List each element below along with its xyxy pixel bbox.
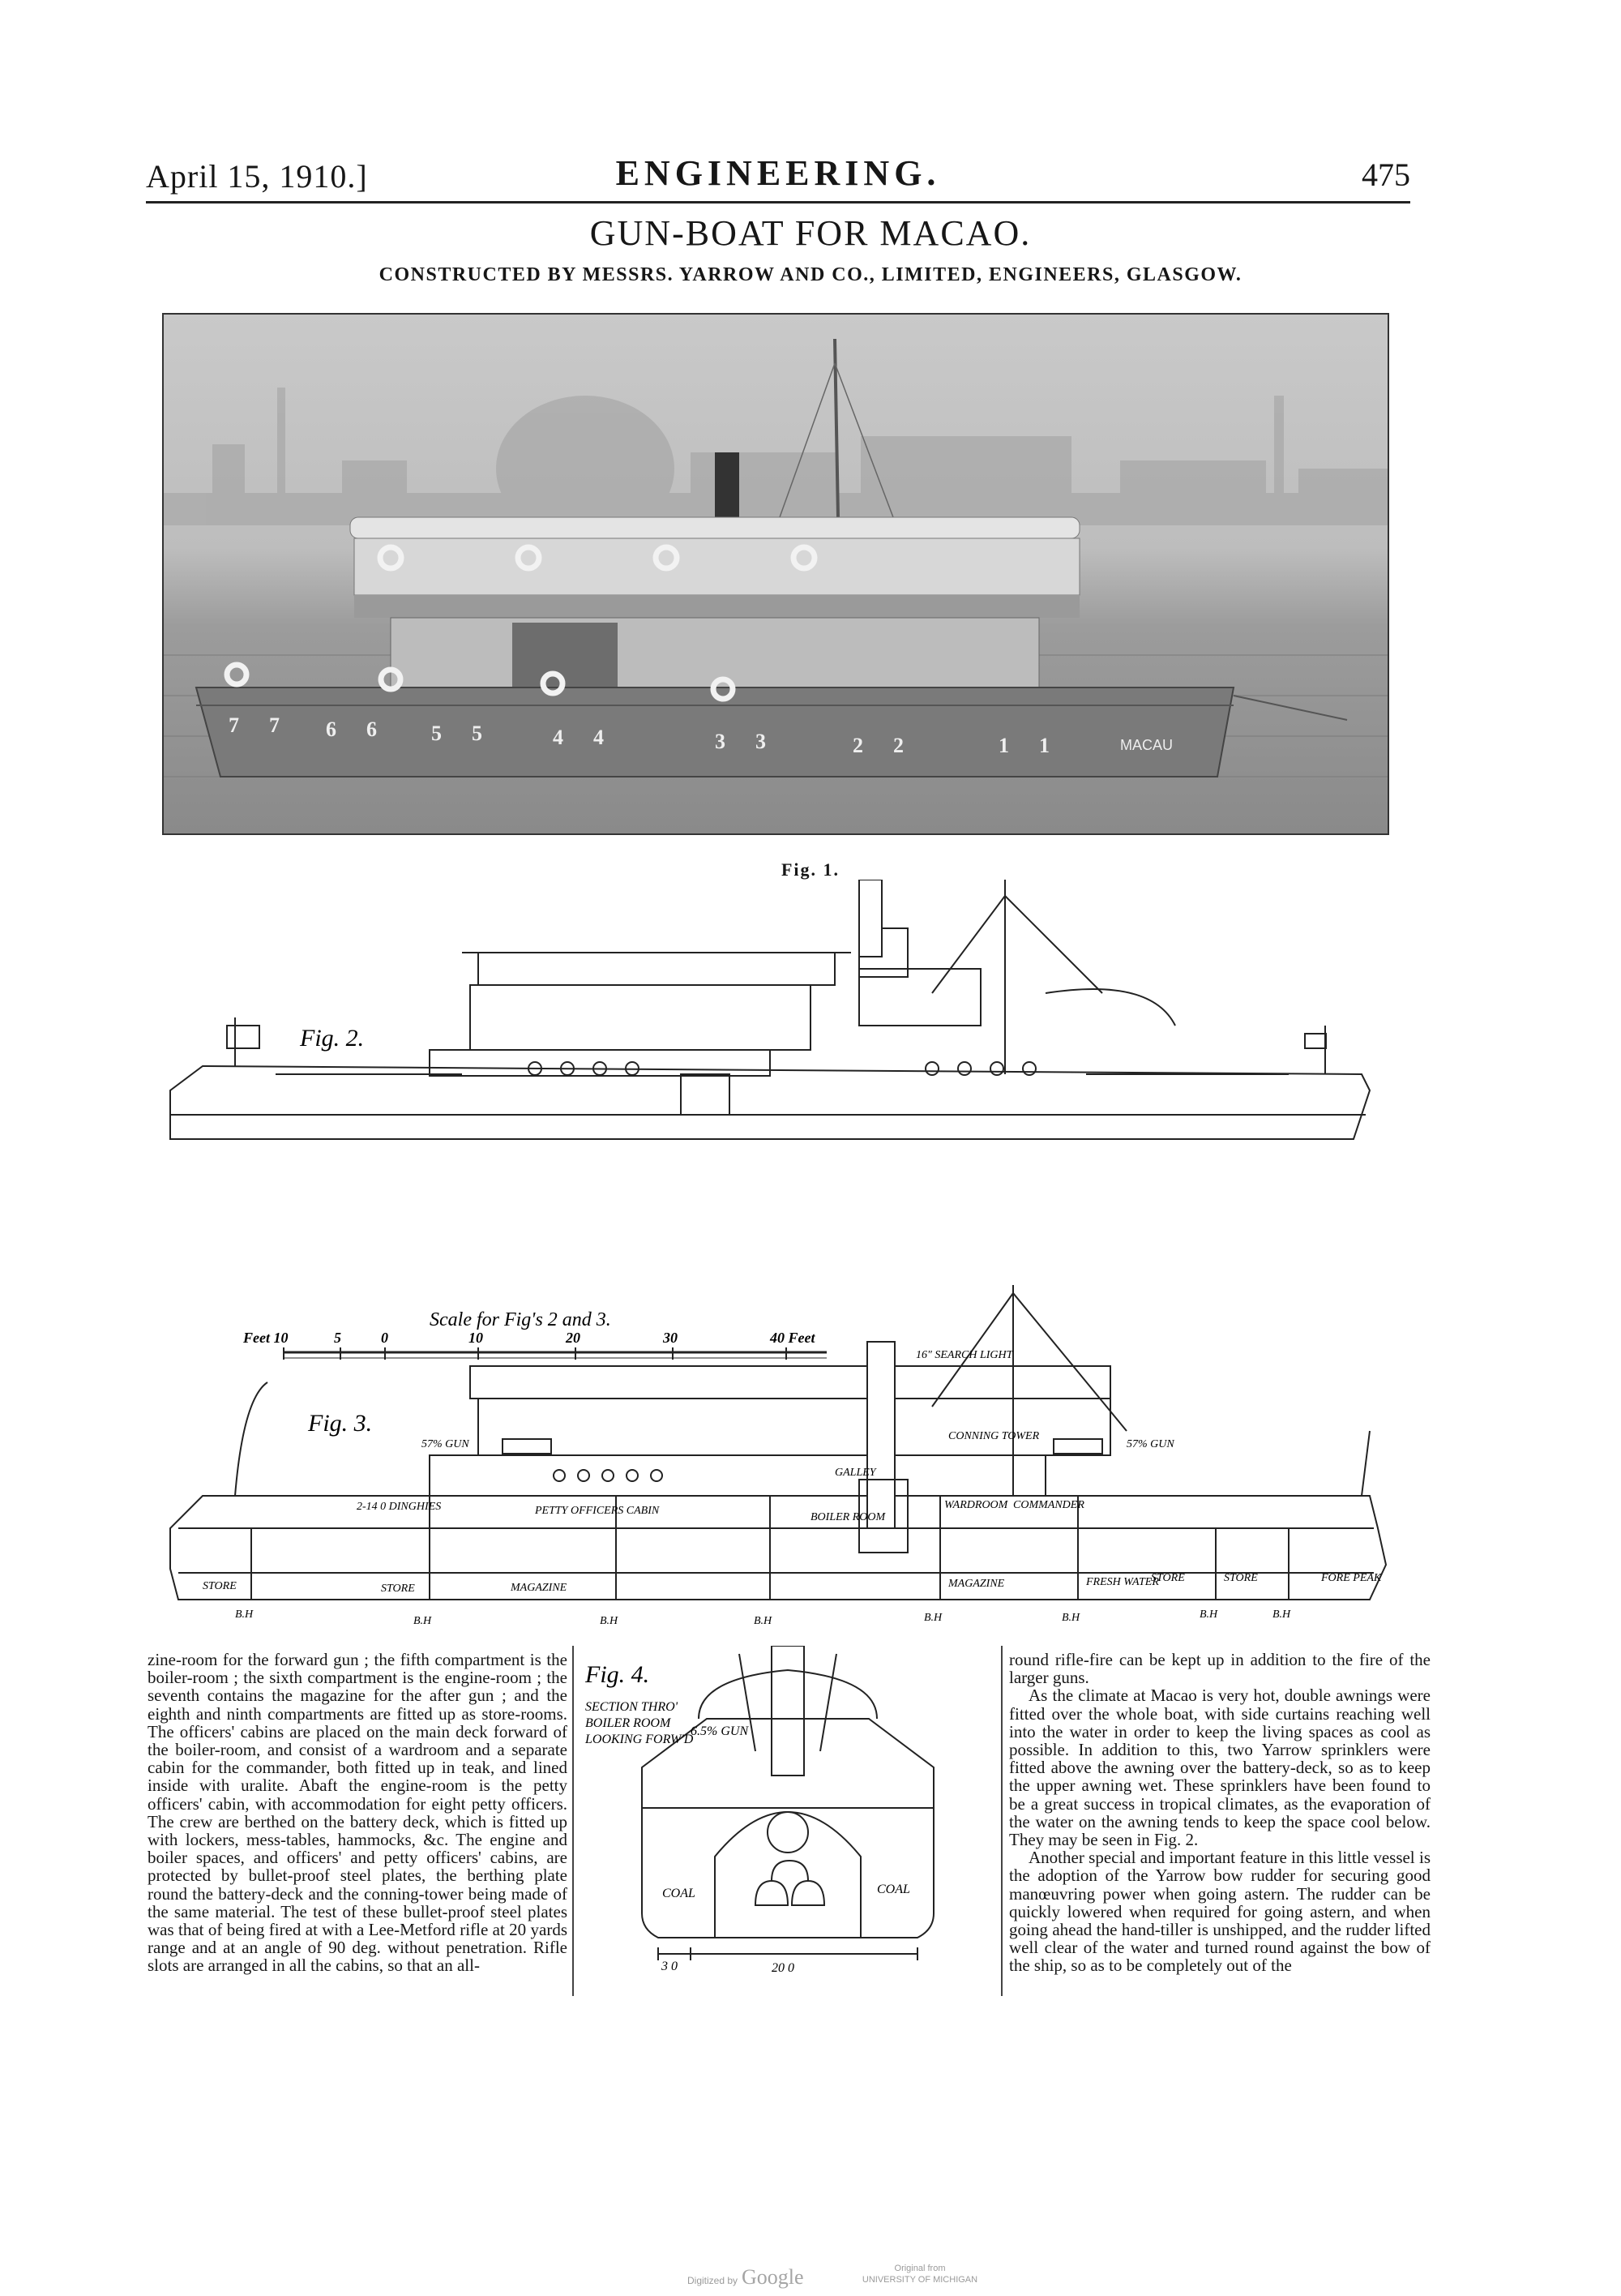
label-searchlight: 16" SEARCH LIGHT [916, 1349, 1013, 1361]
scale-tick: 30 [663, 1330, 678, 1346]
column-rule [1001, 1646, 1003, 1996]
hull-number: 2 [853, 734, 863, 757]
journal-title: ENGINEERING. [615, 153, 941, 193]
dimension-small: 3 0 [661, 1960, 678, 1973]
label-bulkhead: B.H [754, 1615, 772, 1627]
label-store: STORE [1224, 1572, 1258, 1584]
article-title: GUN-BOAT FOR MACAO. [589, 213, 1032, 253]
paragraph: Another special and important feature in this little vessel is the adoption of the Yarrow bow rudder for securing good manœuvring power when going astern. The rudder can be quickly lowered when required for going astern, and when going ahead the hand-tiller is unshipped, and the rudder lifted well clear of the water and turned round against the bow of the ship, so as to be completely out of the [1009, 1848, 1431, 1976]
google-logo: Google [742, 2265, 804, 2289]
label-bulkhead: B.H [1062, 1612, 1080, 1624]
figures-2-3-drawing [154, 880, 1435, 1642]
label-bulkhead: B.H [413, 1615, 432, 1627]
gunboat-photo [164, 315, 1388, 833]
scale-title: Scale for Fig's 2 and 3. [430, 1309, 611, 1330]
label-petty-officers: PETTY OFFICERS CABIN [535, 1505, 660, 1517]
issue-date: April 15, 1910.] [146, 158, 368, 195]
article-subtitle: CONSTRUCTED BY MESSRS. YARROW AND CO., LIMITED, ENGINEERS, GLASGOW. [379, 264, 1242, 285]
label-conning: CONNING TOWER [948, 1430, 1040, 1442]
label-magazine-fwd: MAGAZINE [948, 1578, 1005, 1590]
label-wardroom: WARDROOM [944, 1499, 1008, 1511]
figure-1-caption: Fig. 1. [781, 859, 840, 880]
scale-tick: Feet 10 [243, 1330, 289, 1346]
hull-number: 2 [893, 734, 904, 757]
section-note: BOILER ROOM [585, 1716, 671, 1730]
figure-4-section-drawing [577, 1646, 999, 2003]
hull-number: 1 [999, 734, 1009, 757]
hull-number: 6 [366, 718, 377, 741]
page-number: 475 [1362, 156, 1410, 193]
label-magazine-aft: MAGAZINE [511, 1582, 567, 1594]
hull-number: 6 [326, 718, 336, 741]
scale-tick: 0 [381, 1330, 388, 1346]
label-bulkhead: B.H [1200, 1608, 1218, 1621]
dimension-width: 20 0 [772, 1961, 794, 1975]
paragraph: As the climate at Macao is very hot, double awnings were fitted over the whole boat, with side curtains reaching well into the water in order to keep the living spaces as cool as possible. In addition to this, two Yarrow sprinklers were fitted above the awning over the battery-deck, so as to keep the upper awning wet. These sprinklers have been found to be a great success in tropical climates, as the evaporation of the water on the awning tends to keep the space cool below. They may be seen in Fig. 2. [1009, 1686, 1431, 1850]
digitized-by: Digitized by [687, 2275, 738, 2286]
hull-number: 7 [269, 713, 280, 737]
figure-2-label: Fig. 2. [300, 1025, 365, 1052]
label-store: STORE [381, 1583, 415, 1595]
hull-number: 3 [755, 730, 766, 753]
hull-number: 5 [472, 722, 482, 745]
label-store: STORE [203, 1580, 237, 1592]
gun-note: 6.5% GUN [691, 1724, 749, 1738]
hull-number: 4 [553, 726, 563, 749]
hull-number: 4 [593, 726, 604, 749]
original-from: Original from [894, 2264, 946, 2273]
paragraph: round rifle-fire can be kept up in addition to the fire of the larger guns. [1009, 1650, 1431, 1688]
label-bulkhead: B.H [600, 1615, 618, 1627]
label-galley: GALLEY [835, 1467, 876, 1479]
scale-tick: 20 [566, 1330, 580, 1346]
paragraph: zine-room for the forward gun ; the fifth compartment is the boiler-room ; the sixth compartment is the engine-room ; the seventh contains the magazine for the after gun ; and the eighth and ninth compartments are fitted up as store-rooms. The officers' cabins are placed on the main deck forward of the boiler-room, and consist of a wardroom and a separate cabin for the commander, both fitted up in teak, and lined inside with uralite. Abaft the engine-room is the petty officers' cabin, with accommodation for eight petty officers. The crew are berthed on the battery deck, which is fitted up with lockers, mess-tables, hammocks, &c. The engine and boiler spaces, and officers' and petty officers' cabins, are protected by bullet-proof steel plates, the berthing plate round the battery-deck and the conning-tower being made of the same material. The test of these bullet-proof steel plates was that of being fired at with a Lee-Metford rifle at 20 yards range and at an angle of 90 deg. without penetration. Rifle slots are arranged in all the cabins, so that an all- [148, 1650, 567, 1976]
label-commander: COMMANDER [1013, 1499, 1084, 1511]
scale-tick: 10 [468, 1330, 483, 1346]
hull-name: MACAU [1120, 737, 1174, 753]
hull-number: 3 [715, 730, 725, 753]
label-bulkhead: B.H [1272, 1608, 1291, 1621]
section-note: LOOKING FORW'D [585, 1733, 694, 1746]
label-fore-peak: FORE PEAK [1321, 1572, 1382, 1584]
hull-number: 7 [229, 713, 239, 737]
label-gun-fwd: 57% GUN [1127, 1438, 1174, 1450]
label-boiler-room: BOILER ROOM [810, 1511, 886, 1523]
page-header [146, 152, 1410, 203]
text-column-left [148, 1651, 567, 1975]
label-dinghies: 2-14 0 DINGHIES [357, 1501, 442, 1513]
label-fresh-water: FRESH WATER [1086, 1576, 1159, 1588]
figure-1-photograph [162, 313, 1389, 835]
label-store: STORE [1151, 1572, 1185, 1584]
text-column-right [1009, 1651, 1431, 1975]
scale-tick: 40 Feet [770, 1330, 815, 1346]
label-bulkhead: B.H [924, 1612, 943, 1624]
column-rule [572, 1646, 574, 1996]
figure-4-label: Fig. 4. [585, 1661, 650, 1688]
label-bulkhead: B.H [235, 1608, 254, 1621]
hull-number: 5 [431, 722, 442, 745]
coal-bunker-left: COAL [662, 1887, 695, 1900]
section-note: SECTION THRO' [585, 1700, 678, 1714]
university-name: UNIVERSITY OF MICHIGAN [862, 2275, 978, 2285]
coal-bunker-right: COAL [877, 1883, 910, 1896]
label-gun-aft: 57% GUN [421, 1438, 469, 1450]
hull-number: 1 [1039, 734, 1050, 757]
scale-tick: 5 [334, 1330, 341, 1346]
figure-3-label: Fig. 3. [308, 1410, 373, 1437]
